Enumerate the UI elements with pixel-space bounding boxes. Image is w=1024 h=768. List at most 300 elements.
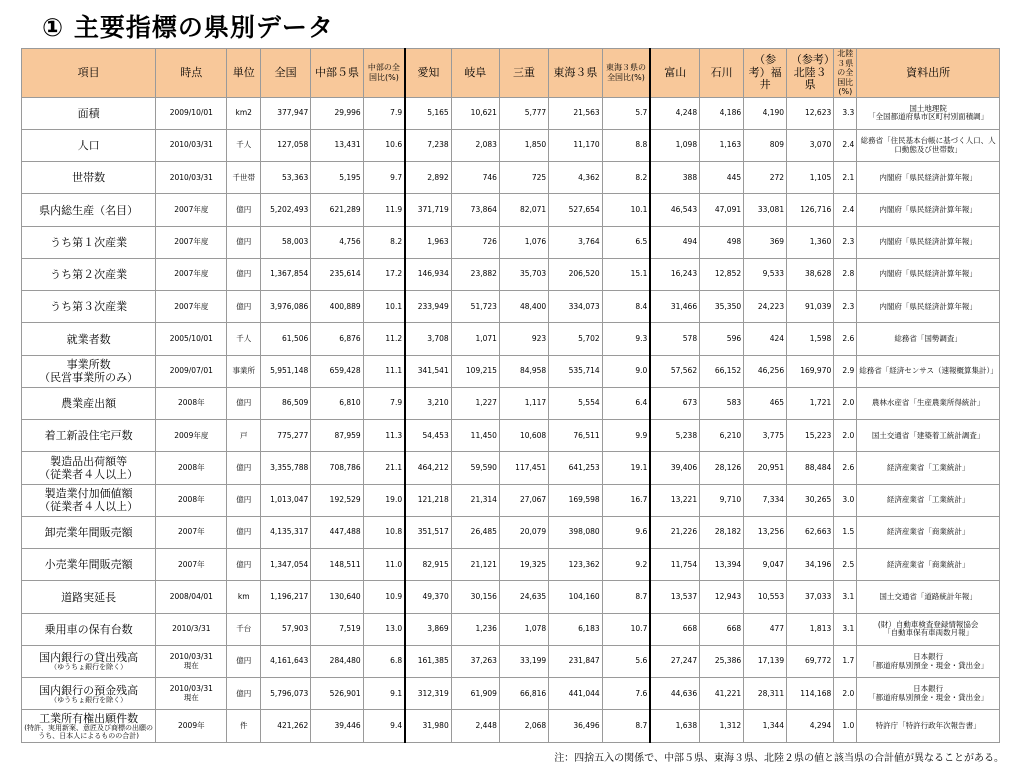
table-row — [22, 581, 1000, 614]
item-cell — [22, 226, 156, 258]
ratio-cell: 2.0 — [834, 387, 857, 420]
value-cell: 48,400 — [499, 291, 548, 323]
ratio-cell: 9.1 — [363, 678, 405, 710]
value-cell: 494 — [650, 226, 699, 258]
value-cell: 1,367,854 — [260, 258, 310, 291]
table-row — [22, 710, 1000, 743]
unit-cell: 億円 — [227, 452, 261, 485]
value-cell: 76,511 — [549, 420, 602, 452]
value-cell: 37,263 — [451, 645, 499, 678]
source-cell: (財）自動車検査登録情報協会 「自動車保有車両数月報」 — [857, 613, 1000, 645]
time-cell: 2010/03/31 現在 — [156, 645, 227, 678]
value-cell: 1,312 — [700, 710, 744, 743]
ratio-cell: 2.5 — [834, 549, 857, 581]
page-title: ① 主要指標の県別データ — [42, 13, 334, 42]
value-cell: 312,319 — [405, 678, 451, 710]
value-cell: 668 — [650, 613, 699, 645]
table-row — [22, 484, 1000, 516]
ratio-cell: 2.6 — [834, 452, 857, 485]
value-cell: 3,708 — [405, 323, 451, 356]
ratio-cell: 2.6 — [834, 323, 857, 356]
time-cell: 2009/10/01 — [156, 97, 227, 129]
unit-cell: 千世帯 — [227, 162, 261, 194]
value-cell: 371,719 — [405, 194, 451, 227]
ratio-cell: 2.3 — [834, 291, 857, 323]
column-header: 岐阜 — [451, 49, 499, 98]
value-cell: 4,186 — [700, 97, 744, 129]
value-cell: 46,543 — [650, 194, 699, 227]
value-cell: 11,754 — [650, 549, 699, 581]
value-cell: 127,058 — [260, 129, 310, 162]
value-cell: 809 — [744, 129, 787, 162]
source-cell: 農林水産省「生産農業所得統計」 — [857, 387, 1000, 420]
value-cell: 3,210 — [405, 387, 451, 420]
time-cell: 2007年 — [156, 516, 227, 549]
value-cell: 41,221 — [700, 678, 744, 710]
ratio-cell: 2.4 — [834, 129, 857, 162]
ratio-cell: 9.7 — [363, 162, 405, 194]
table-row — [22, 226, 1000, 258]
value-cell: 5,165 — [405, 97, 451, 129]
value-cell: 59,590 — [451, 452, 499, 485]
item-sublabel: （ゆうちょ銀行を除く） — [50, 663, 128, 672]
value-cell: 596 — [700, 323, 744, 356]
ratio-cell: 8.2 — [363, 226, 405, 258]
value-cell: 192,529 — [311, 484, 363, 516]
value-cell: 61,909 — [451, 678, 499, 710]
value-cell: 746 — [451, 162, 499, 194]
value-cell: 57,562 — [650, 355, 699, 387]
source-cell: 経済産業省「商業統計」 — [857, 516, 1000, 549]
value-cell: 16,243 — [650, 258, 699, 291]
indicator-table — [21, 48, 1000, 743]
ratio-cell: 8.2 — [602, 162, 650, 194]
value-cell: 1,196,217 — [260, 581, 310, 614]
item-label: 県内総生産（名目） — [39, 203, 139, 217]
value-cell: 34,196 — [787, 549, 834, 581]
value-cell: 388 — [650, 162, 699, 194]
value-cell: 51,723 — [451, 291, 499, 323]
ratio-cell: 2.4 — [834, 194, 857, 227]
time-cell: 2009/07/01 — [156, 355, 227, 387]
item-label: 人口 — [77, 139, 100, 153]
value-cell: 1,360 — [787, 226, 834, 258]
item-label: 乗用車の保有台数 — [44, 622, 133, 636]
item-cell — [22, 323, 156, 356]
item-label: 工業所有権出願件数 — [39, 711, 139, 725]
value-cell: 20,079 — [499, 516, 548, 549]
value-cell: 169,970 — [787, 355, 834, 387]
item-label: 国内銀行の預金残高 — [39, 683, 139, 697]
item-label: 卸売業年間販売額 — [44, 526, 133, 540]
table-row — [22, 194, 1000, 227]
unit-cell: 千人 — [227, 129, 261, 162]
source-cell: 経済産業省「商業統計」 — [857, 549, 1000, 581]
item-cell — [22, 291, 156, 323]
value-cell: 13,394 — [700, 549, 744, 581]
item-cell — [22, 581, 156, 614]
item-cell — [22, 678, 156, 710]
value-cell: 621,289 — [311, 194, 363, 227]
item-cell — [22, 645, 156, 678]
value-cell: 9,047 — [744, 549, 787, 581]
column-header: 中部の全国比(%) — [363, 49, 405, 98]
source-cell: 国土交通省「建築着工統計調査」 — [857, 420, 1000, 452]
value-cell: 35,703 — [499, 258, 548, 291]
item-cell — [22, 549, 156, 581]
value-cell: 7,519 — [311, 613, 363, 645]
value-cell: 668 — [700, 613, 744, 645]
value-cell: 30,265 — [787, 484, 834, 516]
header-row — [22, 49, 1000, 98]
time-cell: 2007年度 — [156, 258, 227, 291]
value-cell: 5,554 — [549, 387, 602, 420]
ratio-cell: 17.2 — [363, 258, 405, 291]
value-cell: 583 — [700, 387, 744, 420]
ratio-cell: 8.8 — [602, 129, 650, 162]
column-header: 東海３県の全国比(%) — [602, 49, 650, 98]
value-cell: 526,901 — [311, 678, 363, 710]
ratio-cell: 2.0 — [834, 678, 857, 710]
value-cell: 4,135,317 — [260, 516, 310, 549]
value-cell: 6,183 — [549, 613, 602, 645]
value-cell: 498 — [700, 226, 744, 258]
value-cell: 11,170 — [549, 129, 602, 162]
time-cell: 2008年 — [156, 452, 227, 485]
ratio-cell: 8.4 — [602, 291, 650, 323]
source-cell: 国土交通省「道路統計年報」 — [857, 581, 1000, 614]
value-cell: 272 — [744, 162, 787, 194]
column-header: 石川 — [700, 49, 744, 98]
unit-cell: 件 — [227, 710, 261, 743]
column-header: 項目 — [22, 49, 156, 98]
value-cell: 2,068 — [499, 710, 548, 743]
ratio-cell: 6.4 — [602, 387, 650, 420]
value-cell: 35,350 — [700, 291, 744, 323]
value-cell: 146,934 — [405, 258, 451, 291]
value-cell: 235,614 — [311, 258, 363, 291]
value-cell: 13,256 — [744, 516, 787, 549]
ratio-cell: 19.0 — [363, 484, 405, 516]
ratio-cell: 5.7 — [602, 97, 650, 129]
item-label: 道路実延長 — [61, 590, 117, 604]
value-cell: 1,076 — [499, 226, 548, 258]
value-cell: 20,951 — [744, 452, 787, 485]
value-cell: 2,083 — [451, 129, 499, 162]
ratio-cell: 7.9 — [363, 387, 405, 420]
table-row — [22, 291, 1000, 323]
table-row — [22, 452, 1000, 485]
table-row — [22, 355, 1000, 387]
column-header: 東海３県 — [549, 49, 602, 98]
ratio-cell: 8.7 — [602, 581, 650, 614]
value-cell: 3,355,788 — [260, 452, 310, 485]
value-cell: 73,864 — [451, 194, 499, 227]
value-cell: 465 — [744, 387, 787, 420]
value-cell: 21,121 — [451, 549, 499, 581]
value-cell: 726 — [451, 226, 499, 258]
value-cell: 535,714 — [549, 355, 602, 387]
value-cell: 86,509 — [260, 387, 310, 420]
value-cell: 37,033 — [787, 581, 834, 614]
value-cell: 66,152 — [700, 355, 744, 387]
value-cell: 33,199 — [499, 645, 548, 678]
source-cell: 内閣府「県民経済計算年報」 — [857, 226, 1000, 258]
value-cell: 13,431 — [311, 129, 363, 162]
value-cell: 24,223 — [744, 291, 787, 323]
value-cell: 1,071 — [451, 323, 499, 356]
value-cell: 61,506 — [260, 323, 310, 356]
value-cell: 1,163 — [700, 129, 744, 162]
unit-cell: 億円 — [227, 258, 261, 291]
item-label: 農業産出額 — [61, 397, 117, 411]
time-cell: 2010/03/31 — [156, 129, 227, 162]
source-cell: 国土地理院 「全国都道府県市区町村別面積調」 — [857, 97, 1000, 129]
time-cell: 2010/03/31 — [156, 162, 227, 194]
value-cell: 38,628 — [787, 258, 834, 291]
value-cell: 31,980 — [405, 710, 451, 743]
value-cell: 641,253 — [549, 452, 602, 485]
value-cell: 12,623 — [787, 97, 834, 129]
value-cell: 1,344 — [744, 710, 787, 743]
column-header: 愛知 — [405, 49, 451, 98]
value-cell: 441,044 — [549, 678, 602, 710]
value-cell: 123,362 — [549, 549, 602, 581]
ratio-cell: 9.2 — [602, 549, 650, 581]
ratio-cell: 3.1 — [834, 613, 857, 645]
value-cell: 1,117 — [499, 387, 548, 420]
item-cell — [22, 484, 156, 516]
item-cell — [22, 387, 156, 420]
value-cell: 775,277 — [260, 420, 310, 452]
column-header: 富山 — [650, 49, 699, 98]
value-cell: 5,777 — [499, 97, 548, 129]
ratio-cell: 9.6 — [602, 516, 650, 549]
value-cell: 6,810 — [311, 387, 363, 420]
unit-cell: 億円 — [227, 387, 261, 420]
ratio-cell: 10.1 — [363, 291, 405, 323]
value-cell: 19,325 — [499, 549, 548, 581]
source-cell: 日本銀行 「都道府県別預金・現金・貸出金」 — [857, 678, 1000, 710]
value-cell: 126,716 — [787, 194, 834, 227]
value-cell: 9,533 — [744, 258, 787, 291]
value-cell: 464,212 — [405, 452, 451, 485]
value-cell: 114,168 — [787, 678, 834, 710]
ratio-cell: 2.8 — [834, 258, 857, 291]
value-cell: 659,428 — [311, 355, 363, 387]
ratio-cell: 9.3 — [602, 323, 650, 356]
source-cell: 日本銀行 「都道府県別預金・現金・貸出金」 — [857, 645, 1000, 678]
value-cell: 4,248 — [650, 97, 699, 129]
footnote: 注：四捨五入の関係で、中部５県、東海３県、北陸２県の値と該当県の合計値が異なることがある。 — [554, 753, 1004, 764]
item-sublabel: （ゆうちょ銀行を除く） — [50, 695, 128, 704]
source-cell: 総務省「住民基本台帳に基づく人口、人口動態及び世帯数」 — [857, 129, 1000, 162]
value-cell: 121,218 — [405, 484, 451, 516]
column-header: （参考）福井 — [744, 49, 787, 98]
value-cell: 24,635 — [499, 581, 548, 614]
value-cell: 88,484 — [787, 452, 834, 485]
value-cell: 46,256 — [744, 355, 787, 387]
unit-cell: 戸 — [227, 420, 261, 452]
value-cell: 49,370 — [405, 581, 451, 614]
value-cell: 12,852 — [700, 258, 744, 291]
value-cell: 25,386 — [700, 645, 744, 678]
value-cell: 69,772 — [787, 645, 834, 678]
value-cell: 424 — [744, 323, 787, 356]
item-label: 国内銀行の貸出残高 — [39, 651, 139, 665]
value-cell: 4,756 — [311, 226, 363, 258]
value-cell: 4,362 — [549, 162, 602, 194]
ratio-cell: 10.8 — [363, 516, 405, 549]
ratio-cell: 11.9 — [363, 194, 405, 227]
time-cell: 2007年度 — [156, 291, 227, 323]
value-cell: 9,710 — [700, 484, 744, 516]
value-cell: 1,813 — [787, 613, 834, 645]
value-cell: 57,903 — [260, 613, 310, 645]
value-cell: 445 — [700, 162, 744, 194]
value-cell: 578 — [650, 323, 699, 356]
value-cell: 1,236 — [451, 613, 499, 645]
time-cell: 2007年度 — [156, 226, 227, 258]
value-cell: 104,160 — [549, 581, 602, 614]
ratio-cell: 8.7 — [602, 710, 650, 743]
value-cell: 923 — [499, 323, 548, 356]
value-cell: 27,067 — [499, 484, 548, 516]
value-cell: 4,161,643 — [260, 645, 310, 678]
value-cell: 10,621 — [451, 97, 499, 129]
column-header: 資料出所 — [857, 49, 1000, 98]
value-cell: 400,889 — [311, 291, 363, 323]
source-cell: 総務省「国勢調査」 — [857, 323, 1000, 356]
value-cell: 33,081 — [744, 194, 787, 227]
ratio-cell: 21.1 — [363, 452, 405, 485]
value-cell: 1,598 — [787, 323, 834, 356]
item-label: うち第３次産業 — [50, 300, 128, 314]
ratio-cell: 1.0 — [834, 710, 857, 743]
value-cell: 10,553 — [744, 581, 787, 614]
value-cell: 21,563 — [549, 97, 602, 129]
time-cell: 2010/03/31 現在 — [156, 678, 227, 710]
column-header: 単位 — [227, 49, 261, 98]
item-cell — [22, 162, 156, 194]
value-cell: 27,247 — [650, 645, 699, 678]
value-cell: 1,013,047 — [260, 484, 310, 516]
value-cell: 5,202,493 — [260, 194, 310, 227]
item-cell — [22, 97, 156, 129]
value-cell: 421,262 — [260, 710, 310, 743]
table-row — [22, 129, 1000, 162]
value-cell: 30,156 — [451, 581, 499, 614]
value-cell: 66,816 — [499, 678, 548, 710]
column-header: 北陸３県の全国比(%) — [834, 49, 857, 98]
ratio-cell: 2.0 — [834, 420, 857, 452]
ratio-cell: 11.1 — [363, 355, 405, 387]
value-cell: 4,190 — [744, 97, 787, 129]
unit-cell: km2 — [227, 97, 261, 129]
source-cell: 内閣府「県民経済計算年報」 — [857, 162, 1000, 194]
value-cell: 23,882 — [451, 258, 499, 291]
item-cell — [22, 516, 156, 549]
value-cell: 673 — [650, 387, 699, 420]
item-cell — [22, 194, 156, 227]
value-cell: 6,876 — [311, 323, 363, 356]
value-cell: 29,996 — [311, 97, 363, 129]
value-cell: 109,215 — [451, 355, 499, 387]
value-cell: 82,915 — [405, 549, 451, 581]
ratio-cell: 6.5 — [602, 226, 650, 258]
time-cell: 2008年 — [156, 387, 227, 420]
ratio-cell: 10.7 — [602, 613, 650, 645]
ratio-cell: 11.0 — [363, 549, 405, 581]
item-label: 製造業付加価値額 （従業者４人以上） — [39, 487, 139, 514]
value-cell: 5,702 — [549, 323, 602, 356]
value-cell: 117,451 — [499, 452, 548, 485]
source-cell: 総務省「経済センサス（速報概算集計）」 — [857, 355, 1000, 387]
value-cell: 3,775 — [744, 420, 787, 452]
value-cell: 3,976,086 — [260, 291, 310, 323]
ratio-cell: 19.1 — [602, 452, 650, 485]
value-cell: 21,226 — [650, 516, 699, 549]
table-row — [22, 678, 1000, 710]
value-cell: 5,796,073 — [260, 678, 310, 710]
value-cell: 1,638 — [650, 710, 699, 743]
value-cell: 1,963 — [405, 226, 451, 258]
value-cell: 53,363 — [260, 162, 310, 194]
time-cell: 2010/3/31 — [156, 613, 227, 645]
value-cell: 15,223 — [787, 420, 834, 452]
value-cell: 725 — [499, 162, 548, 194]
ratio-cell: 10.9 — [363, 581, 405, 614]
time-cell: 2008/04/01 — [156, 581, 227, 614]
unit-cell: 億円 — [227, 226, 261, 258]
item-cell — [22, 710, 156, 743]
ratio-cell: 11.3 — [363, 420, 405, 452]
ratio-cell: 3.0 — [834, 484, 857, 516]
unit-cell: 事業所 — [227, 355, 261, 387]
ratio-cell: 11.2 — [363, 323, 405, 356]
table-row — [22, 97, 1000, 129]
table-row — [22, 258, 1000, 291]
source-cell: 内閣府「県民経済計算年報」 — [857, 291, 1000, 323]
table-row — [22, 420, 1000, 452]
ratio-cell: 1.5 — [834, 516, 857, 549]
value-cell: 13,537 — [650, 581, 699, 614]
ratio-cell: 2.3 — [834, 226, 857, 258]
value-cell: 3,869 — [405, 613, 451, 645]
table-row — [22, 613, 1000, 645]
item-label: 世帯数 — [72, 171, 106, 185]
value-cell: 447,488 — [311, 516, 363, 549]
table-row — [22, 549, 1000, 581]
unit-cell: 億円 — [227, 484, 261, 516]
time-cell: 2009年度 — [156, 420, 227, 452]
item-label: 就業者数 — [66, 332, 111, 346]
value-cell: 62,663 — [787, 516, 834, 549]
item-cell — [22, 452, 156, 485]
value-cell: 39,406 — [650, 452, 699, 485]
value-cell: 3,070 — [787, 129, 834, 162]
table-row — [22, 162, 1000, 194]
value-cell: 87,959 — [311, 420, 363, 452]
table-row — [22, 323, 1000, 356]
value-cell: 31,466 — [650, 291, 699, 323]
value-cell: 6,210 — [700, 420, 744, 452]
value-cell: 47,091 — [700, 194, 744, 227]
unit-cell: 千人 — [227, 323, 261, 356]
item-cell — [22, 613, 156, 645]
ratio-cell: 1.7 — [834, 645, 857, 678]
value-cell: 1,098 — [650, 129, 699, 162]
